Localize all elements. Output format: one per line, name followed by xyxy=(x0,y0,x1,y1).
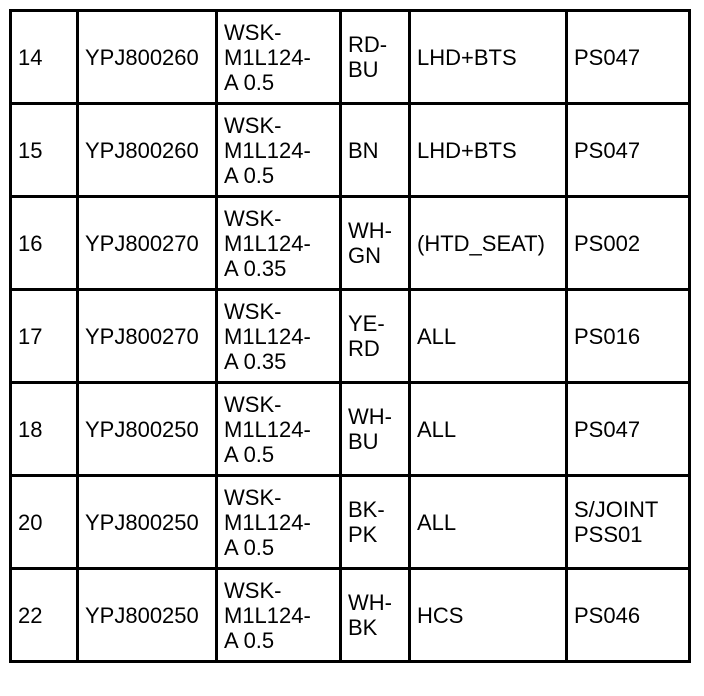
part-number-cell: YPJ800250 xyxy=(78,476,217,569)
wire-spec-cell: WSK- M1L124- A 0.5 xyxy=(217,383,341,476)
wire-spec-cell: WSK- M1L124- A 0.35 xyxy=(217,290,341,383)
wire-color-cell: YE- RD xyxy=(341,290,410,383)
wire-number-cell: 16 xyxy=(11,197,78,290)
wire-color-cell: WH- BU xyxy=(341,383,410,476)
option-cell: (HTD_SEAT) xyxy=(410,197,567,290)
part-number-cell: YPJ800270 xyxy=(78,290,217,383)
wire-color-cell: WH- GN xyxy=(341,197,410,290)
wire-number-cell: 18 xyxy=(11,383,78,476)
table-row xyxy=(11,569,690,662)
wire-color-cell: BN xyxy=(341,104,410,197)
wire-color-cell: WH- BK xyxy=(341,569,410,662)
wire-number-cell: 17 xyxy=(11,290,78,383)
option-cell: LHD+BTS xyxy=(410,11,567,104)
part-number-cell: YPJ800250 xyxy=(78,383,217,476)
table-row xyxy=(11,476,690,569)
part-number-cell: YPJ800260 xyxy=(78,11,217,104)
connector-cell: PS016 xyxy=(567,290,690,383)
part-number-cell: YPJ800250 xyxy=(78,569,217,662)
connector-cell: PS047 xyxy=(567,11,690,104)
wire-color-cell: BK- PK xyxy=(341,476,410,569)
option-cell: HCS xyxy=(410,569,567,662)
wire-list-body xyxy=(11,11,690,662)
part-number-cell: YPJ800270 xyxy=(78,197,217,290)
table-row xyxy=(11,290,690,383)
part-number-cell: YPJ800260 xyxy=(78,104,217,197)
wire-spec-cell: WSK- M1L124- A 0.5 xyxy=(217,104,341,197)
connector-cell: PS047 xyxy=(567,104,690,197)
option-cell: ALL xyxy=(410,476,567,569)
wire-number-cell: 15 xyxy=(11,104,78,197)
wire-color-cell: RD- BU xyxy=(341,11,410,104)
wire-number-cell: 20 xyxy=(11,476,78,569)
option-cell: LHD+BTS xyxy=(410,104,567,197)
wire-list-table xyxy=(9,9,691,663)
connector-cell: PS002 xyxy=(567,197,690,290)
wire-number-cell: 22 xyxy=(11,569,78,662)
connector-cell: S/JOINT PSS01 xyxy=(567,476,690,569)
connector-cell: PS046 xyxy=(567,569,690,662)
table-row xyxy=(11,197,690,290)
option-cell: ALL xyxy=(410,290,567,383)
wire-spec-cell: WSK- M1L124- A 0.5 xyxy=(217,476,341,569)
connector-cell: PS047 xyxy=(567,383,690,476)
wire-spec-cell: WSK- M1L124- A 0.35 xyxy=(217,197,341,290)
table-row xyxy=(11,104,690,197)
wire-spec-cell: WSK- M1L124- A 0.5 xyxy=(217,11,341,104)
table-row xyxy=(11,383,690,476)
option-cell: ALL xyxy=(410,383,567,476)
table-row xyxy=(11,11,690,104)
wire-number-cell: 14 xyxy=(11,11,78,104)
wire-spec-cell: WSK- M1L124- A 0.5 xyxy=(217,569,341,662)
